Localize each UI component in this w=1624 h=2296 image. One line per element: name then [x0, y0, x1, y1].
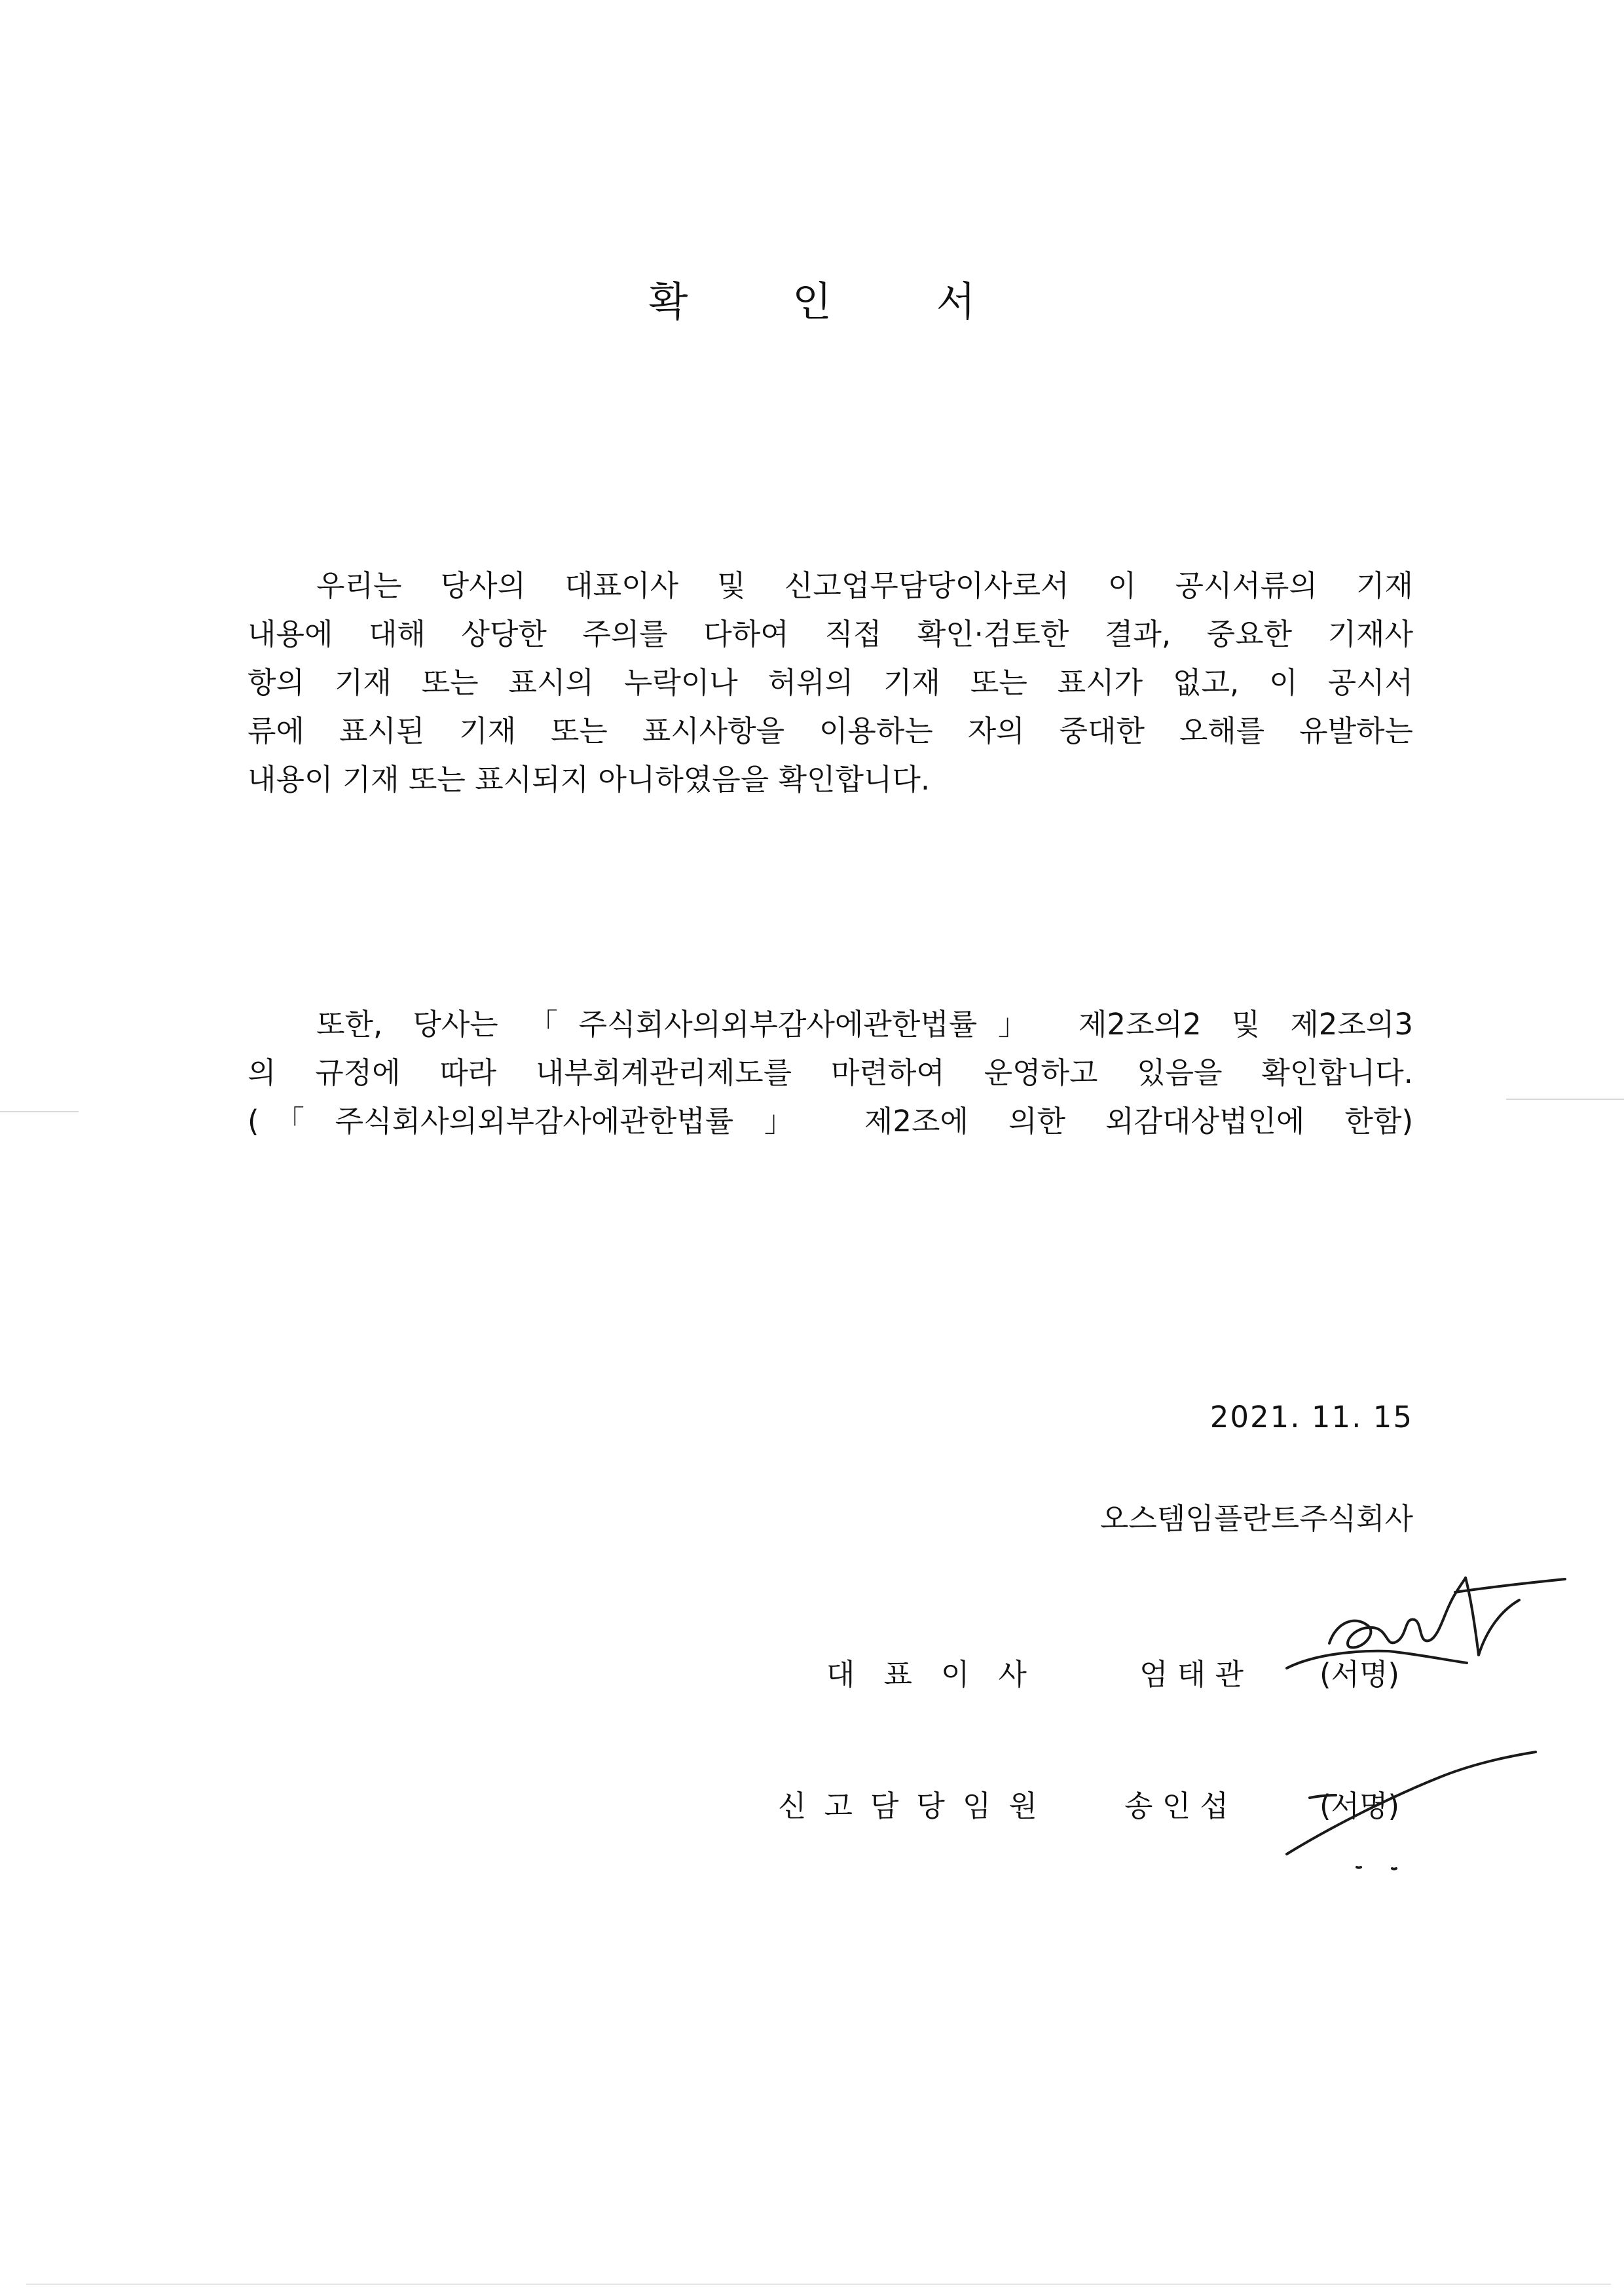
scan-artifact: [26, 2284, 1611, 2285]
paragraph-line: 내용에 대해 상당한 주의를 다하여 직접 확인·검토한 결과, 중요한 기재사: [248, 617, 1413, 651]
officer-signature-dot: [1392, 1868, 1396, 1869]
document-title: 확 인 서: [648, 278, 1022, 325]
paragraph-line: 류에 표시된 기재 또는 표시사항을 이용하는 자의 중대한 오해를 유발하는: [248, 714, 1413, 748]
signer-role-officer: 신고담당임원: [778, 1789, 1055, 1823]
document-date: 2021. 11. 15: [1209, 1400, 1413, 1434]
ceo-signature-scribble: [1329, 1578, 1466, 1647]
confirmation-paragraph: [248, 562, 1413, 804]
signature-label-ceo: (서명): [1320, 1657, 1400, 1692]
signature-label-officer: (서명): [1320, 1789, 1400, 1823]
ceo-signature-tail: [1455, 1579, 1565, 1592]
paragraph-line: 의 규정에 따라 내부회계관리제도를 마련하여 운영하고 있음을 확인합니다.: [248, 1055, 1413, 1090]
paragraph-line: 내용이 기재 또는 표시되지 아니하였음을 확인합니다.: [248, 762, 931, 797]
company-name: 오스템임플란트주식회사: [1099, 1501, 1413, 1536]
scan-artifact: [0, 1111, 79, 1112]
ceo-signature-loop: [1466, 1578, 1519, 1655]
paragraph-line: (「주식회사의외부감사에관한법률」 제2조에 의한 외감대상법인에 한함): [248, 1104, 1413, 1139]
internal-control-paragraph: [248, 1000, 1413, 1146]
paragraph-line: 또한, 당사는 「주식회사의외부감사에관한법률」 제2조의2 및 제2조의3: [316, 1007, 1413, 1042]
scan-artifact: [1506, 1099, 1624, 1100]
signer-name-ceo: 엄 태 관: [1139, 1657, 1244, 1692]
signer-name-officer: 송 인 섭: [1124, 1789, 1229, 1823]
paragraph-line: 항의 기재 또는 표시의 누락이나 허위의 기재 또는 표시가 없고, 이 공시서: [248, 665, 1413, 700]
paragraph-line: 우리는 당사의 대표이사 및 신고업무담당이사로서 이 공시서류의 기재: [316, 568, 1413, 603]
officer-signature-dot: [1357, 1867, 1361, 1868]
signer-role-ceo: 대표이사: [826, 1657, 1056, 1692]
